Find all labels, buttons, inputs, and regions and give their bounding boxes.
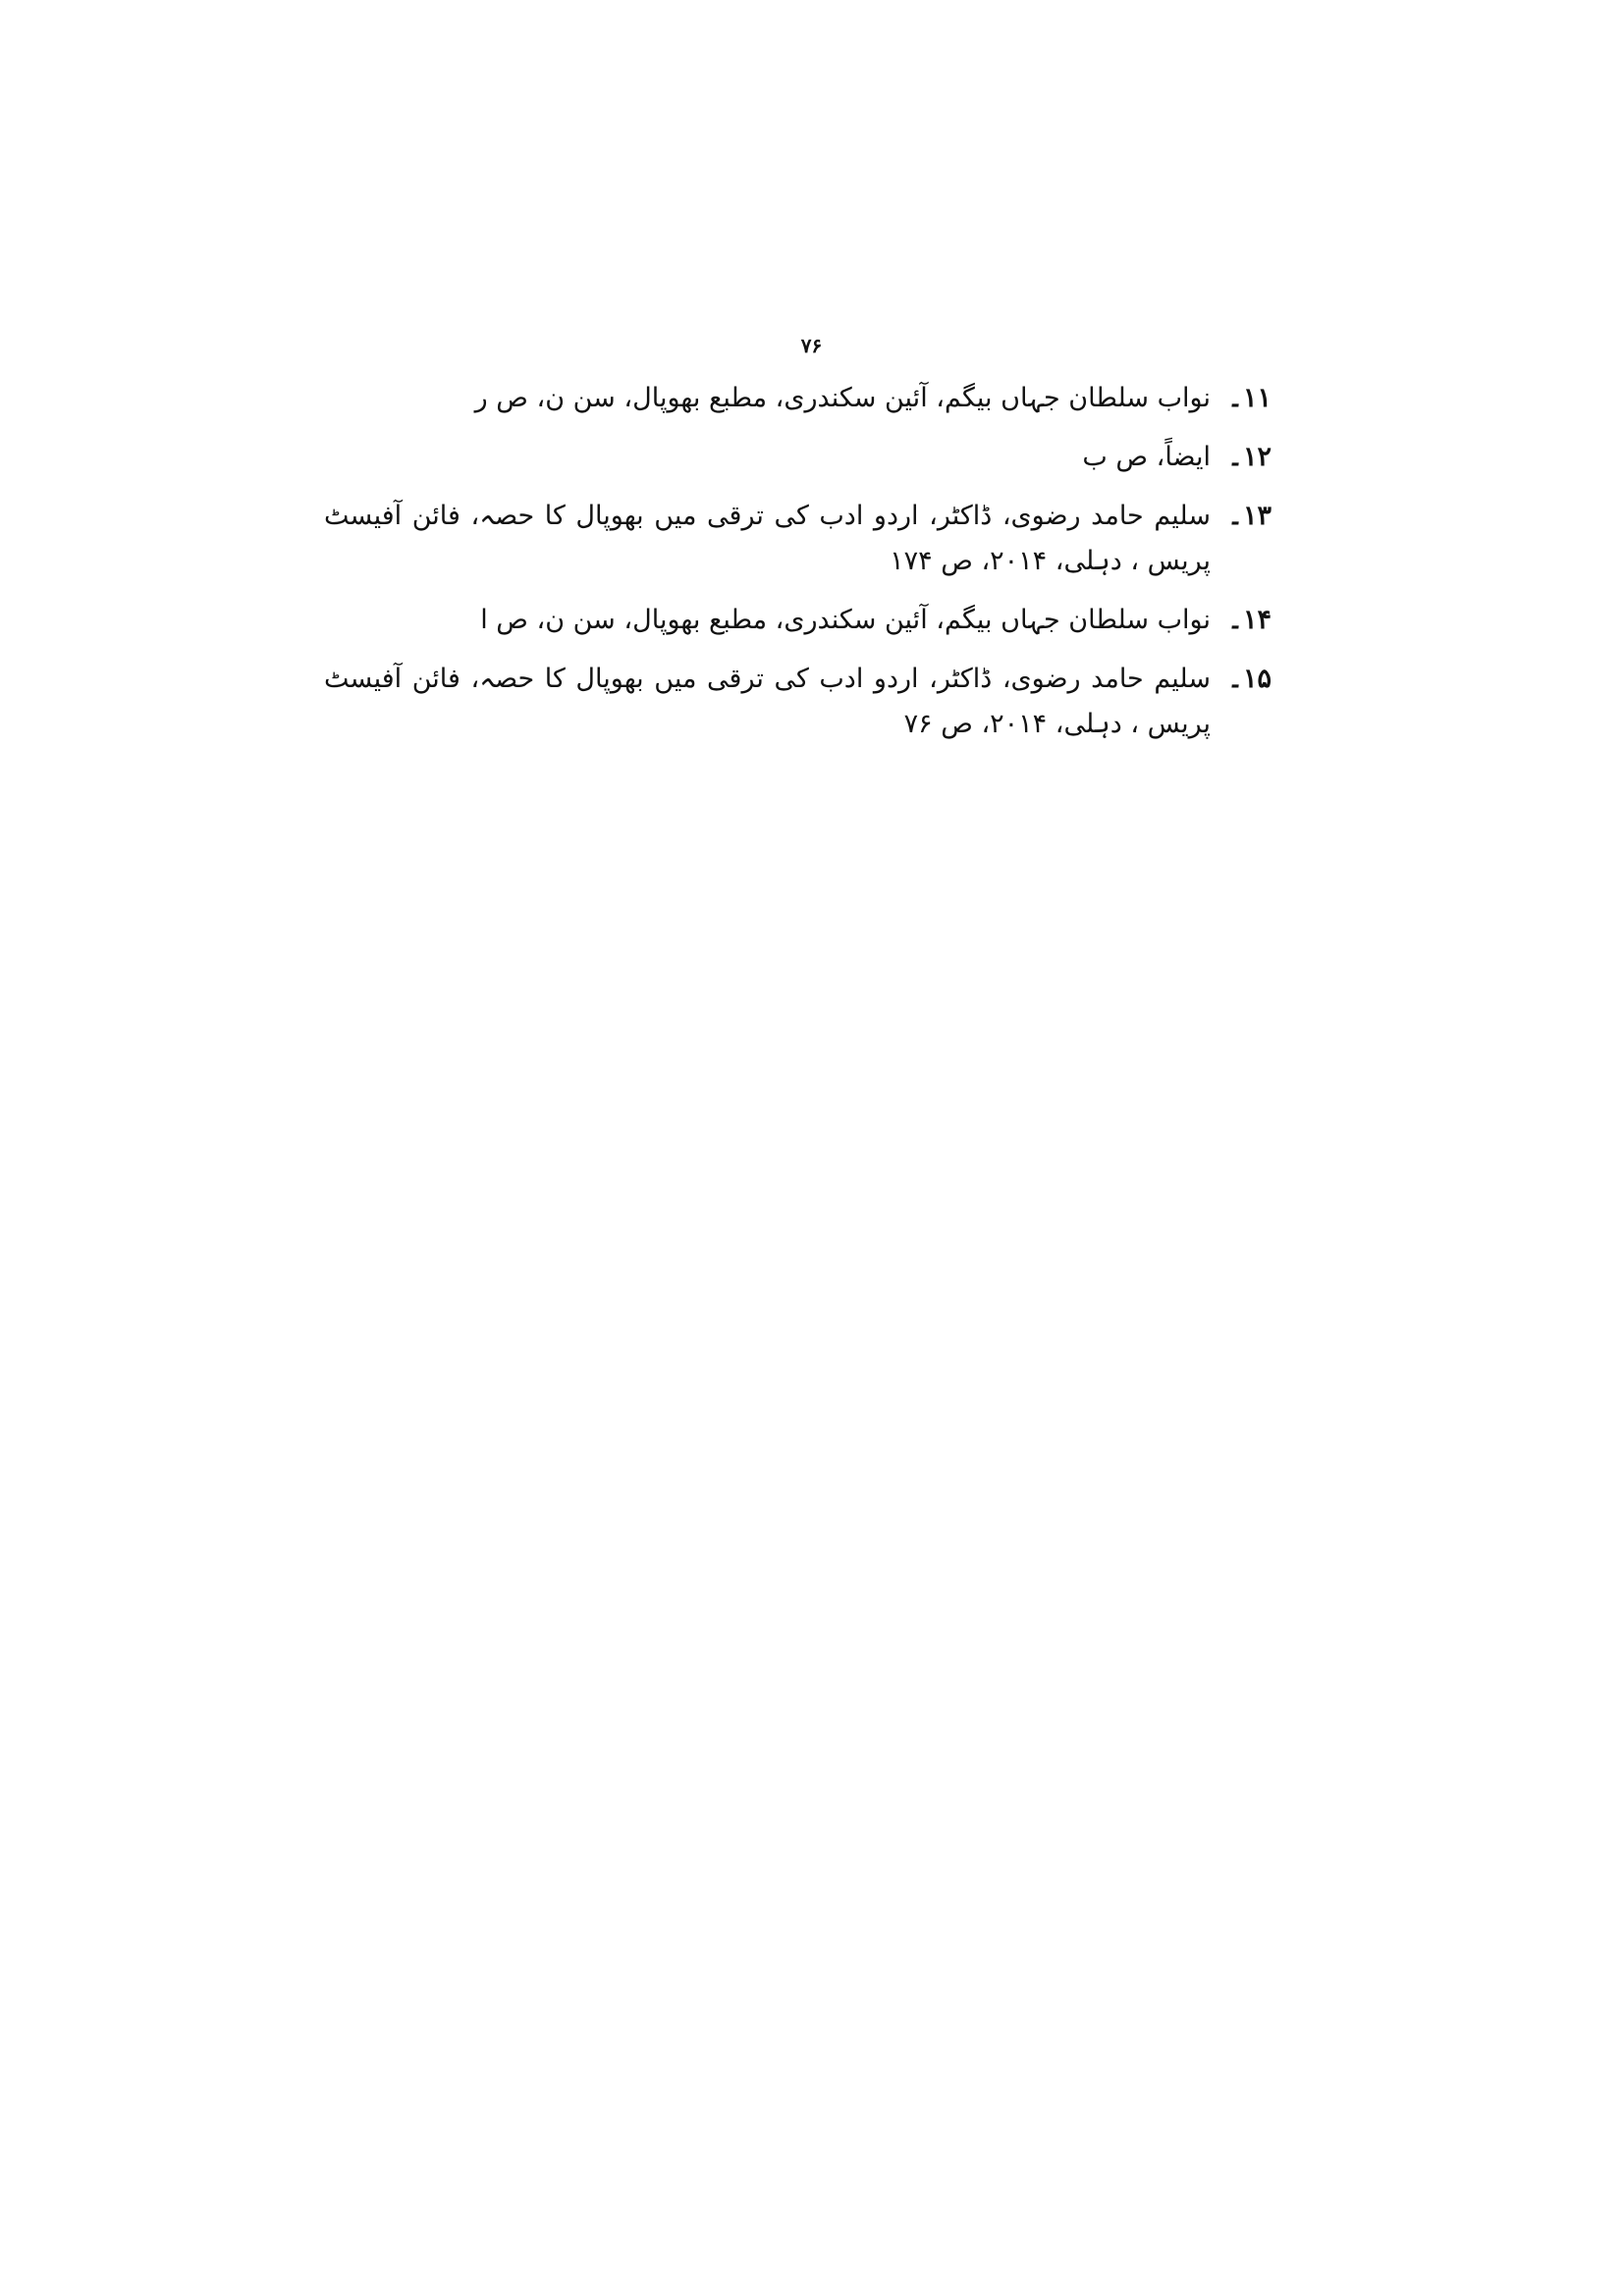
footnote-number: ۱۲۔ xyxy=(1227,442,1271,472)
footnote-text: نواب سلطان جہاں بیگم، آئین سکندری، مطبع بھوپال، سن ن، ص ا xyxy=(480,605,1211,635)
footnote-11 xyxy=(324,376,1271,421)
footnote-text: ایضاً، ص ب xyxy=(1082,442,1211,472)
footnote-15 xyxy=(324,657,1271,747)
page-number: ۷۶ xyxy=(800,334,823,357)
footnote-14 xyxy=(324,598,1271,643)
footnote-text: سلیم حامد رضوی، ڈاکٹر، اردو ادب کی ترقی میں بھوپال کا حصہ، فائن آفیسٹ پریس ، دہلی، ۲۰۱۴، ص ۱۷۴ xyxy=(324,501,1211,576)
footnote-13 xyxy=(324,494,1271,584)
footnote-12 xyxy=(324,435,1271,480)
footnote-number: ۱۳۔ xyxy=(1227,501,1271,531)
footnote-text: سلیم حامد رضوی، ڈاکٹر، اردو ادب کی ترقی میں بھوپال کا حصہ، فائن آفیسٹ پریس ، دہلی، ۲۰۱۴، ص ۷۶ xyxy=(324,664,1211,739)
footnote-number: ۱۵۔ xyxy=(1227,664,1271,694)
footnote-number: ۱۴۔ xyxy=(1227,605,1271,635)
footnote-text: نواب سلطان جہاں بیگم، آئین سکندری، مطبع بھوپال، سن ن، ص ر xyxy=(474,383,1211,413)
footnotes-list xyxy=(324,376,1271,761)
footnote-number: ۱۱۔ xyxy=(1227,383,1271,413)
